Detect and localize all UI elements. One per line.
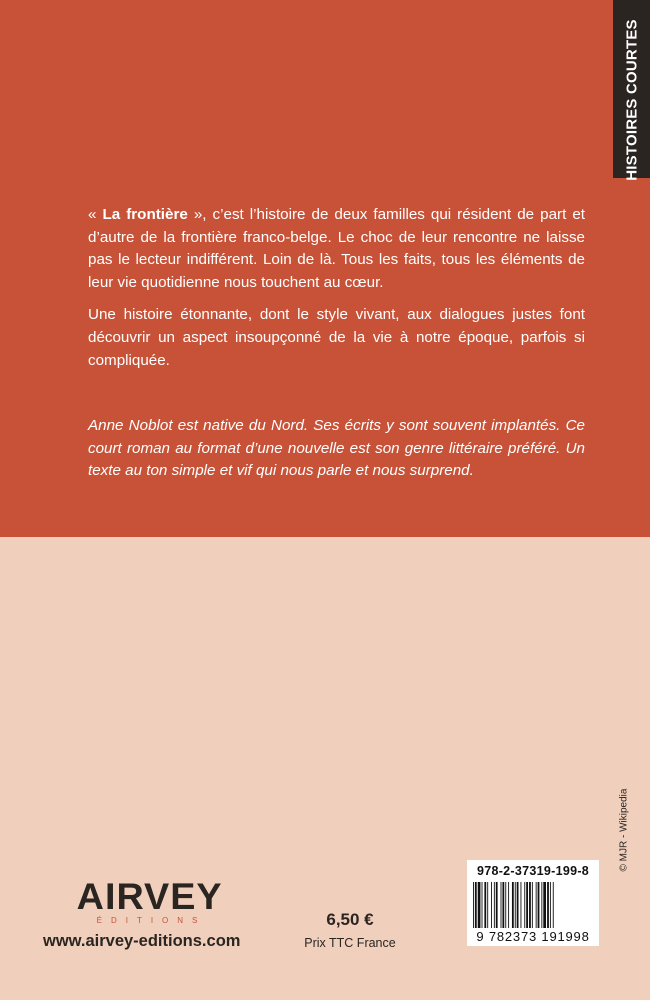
barcode-icon xyxy=(472,882,594,928)
book-title: La frontière xyxy=(102,206,188,223)
ean-number: 9 782373 191998 xyxy=(476,929,590,944)
blurb-quote-open: « xyxy=(88,206,103,223)
blurb-paragraph-2: Une histoire étonnante, dont le style vivant, aux dialogues justes font découvrir un aspect insoupçonné de la vie à notre époque, parfois si compliquée. xyxy=(88,306,585,369)
series-label: HISTOIRES COURTES xyxy=(623,19,640,181)
price-note: Prix TTC France xyxy=(304,936,396,950)
photo-credit-container xyxy=(612,775,636,885)
isbn-number: 978-2-37319-199-8 xyxy=(476,864,590,878)
price: 6,50 € xyxy=(326,910,374,929)
photo-credit: © MJR - Wikipedia xyxy=(618,788,630,872)
publisher-website: www.airvey-editions.com xyxy=(43,932,241,950)
author-bio: Anne Noblot est native du Nord. Ses écrits y sont souvent implantés. Ce court roman au format d’une nouvelle est son genre littéraire préféré. Un texte au ton simple et vif qui nous parle et nous surprend. xyxy=(88,417,585,480)
series-label-container xyxy=(613,0,650,181)
blurb-paragraph-1 xyxy=(88,204,585,294)
blurb-paragraph-1-text: », c’est l’histoire de deux familles qui résident de part et d’autre de la frontière franco-belge. Le choc de leur rencontre ne laisse pas le lecteur indifférent. Loin de là. Tous les faits, tous les éléments de leur vie quotidienne nous touchent au cœur. xyxy=(88,206,585,291)
book-blurb xyxy=(88,204,585,382)
publisher-subtitle: ÉDITIONS xyxy=(96,916,207,925)
publisher-name: AIRVEY xyxy=(76,876,223,917)
publisher-logo xyxy=(40,878,250,925)
